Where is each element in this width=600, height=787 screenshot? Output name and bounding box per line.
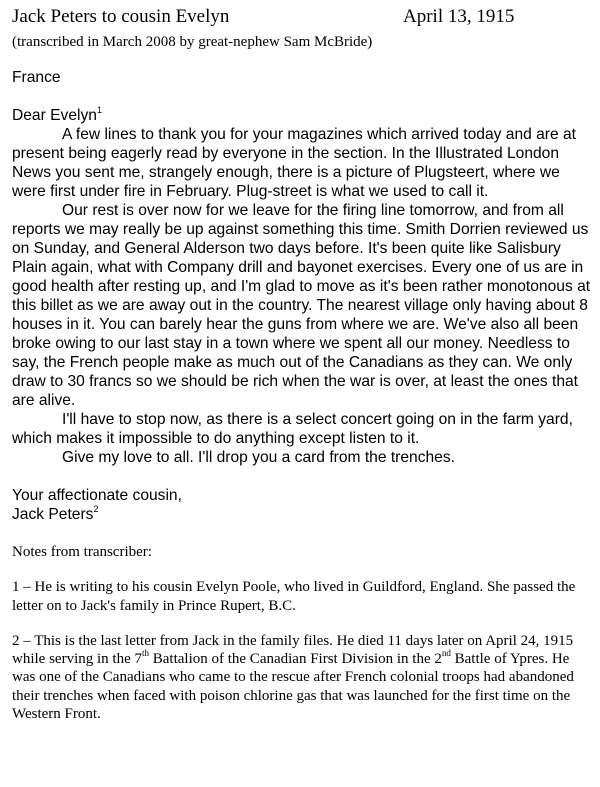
footnote-ref-1: 1 (96, 105, 102, 115)
letter-paragraph: Give my love to all. I'll drop you a card from the trenches. (62, 449, 455, 466)
letter-location: France (12, 69, 61, 86)
notes-heading: Notes from transcriber: (12, 544, 152, 560)
transcriber-notes (12, 543, 592, 723)
letter-paragraph: A few lines to thank you for your magazines which arrived today and are at present being eagerly read by everyone in the section. In the Illustrated London News you sent me, strangely enough, there is a picture of Plugsteert, where we were first under fire in February. Plug-street is what we used to call it. (12, 126, 577, 200)
document-title: Jack Peters to cousin Evelyn (12, 6, 230, 27)
footnote-ref-2: 2 (93, 504, 99, 514)
note-2-text: Battalion of the Canadian First Division in the 2 (149, 651, 442, 668)
ordinal-suffix: th (141, 648, 149, 659)
letter-date: April 13, 1915 (403, 6, 515, 27)
ordinal-suffix: nd (441, 648, 451, 659)
letter-salutation (12, 106, 592, 125)
letter-paragraph: I'll have to stop now, as there is a select concert going on in the farm yard, which makes it impossible to do anything except listen to it. (12, 411, 573, 447)
salutation-text: Dear Evelyn (12, 107, 97, 124)
note-2-text: 2 – This is the last letter from Jack in the family files. He died 11 days later on April 24, 1915 while serving in the 7 (12, 632, 574, 668)
signature-text: Jack Peters (12, 506, 94, 523)
spacer (12, 561, 592, 578)
note-1: 1 – He is writing to his cousin Evelyn Poole, who lived in Guildford, England. She passed the letter on to Jack's family in Prince Rupert, B.C. (12, 579, 576, 614)
spacer (12, 87, 592, 106)
note-2 (12, 632, 592, 723)
letter-paragraph: Our rest is over now for we leave for the firing line tomorrow, and from all reports we may really be up against something this time. Smith Dorrien reviewed us on Sunday, and General Alderson two days before. It's been quite like Salisbury Plain again, what with Company drill and bayonet exercises. Every one of us are in good health after resting up, and I'm glad to move as it's been rather monotonous at this billet as we are away out in the country. The nearest village only having about 8 houses in it. You can barely hear the guns from where we are. We've also all been broke owing to our last stay in a town where we spent all our money. Needless to say, the French people make as much out of the Canadians as they can. We only draw to 30 francs so we should be rich when the war is over, at least the ones that are alive. (12, 202, 591, 409)
transcription-note: (transcribed in March 2008 by great-nephew Sam McBride) (12, 34, 373, 50)
letter-closing: Your affectionate cousin, (12, 487, 182, 504)
spacer (12, 467, 592, 486)
spacer (12, 615, 592, 632)
letter-body (12, 68, 592, 524)
note-2-text: Battle of Ypres. He was one of the Canadians who came to the rescue after French colonial troops had abandoned their trenches when faced with poison chlorine gas that was launched for the first time on the Western Front. (12, 651, 574, 723)
letter-signature (12, 505, 592, 524)
